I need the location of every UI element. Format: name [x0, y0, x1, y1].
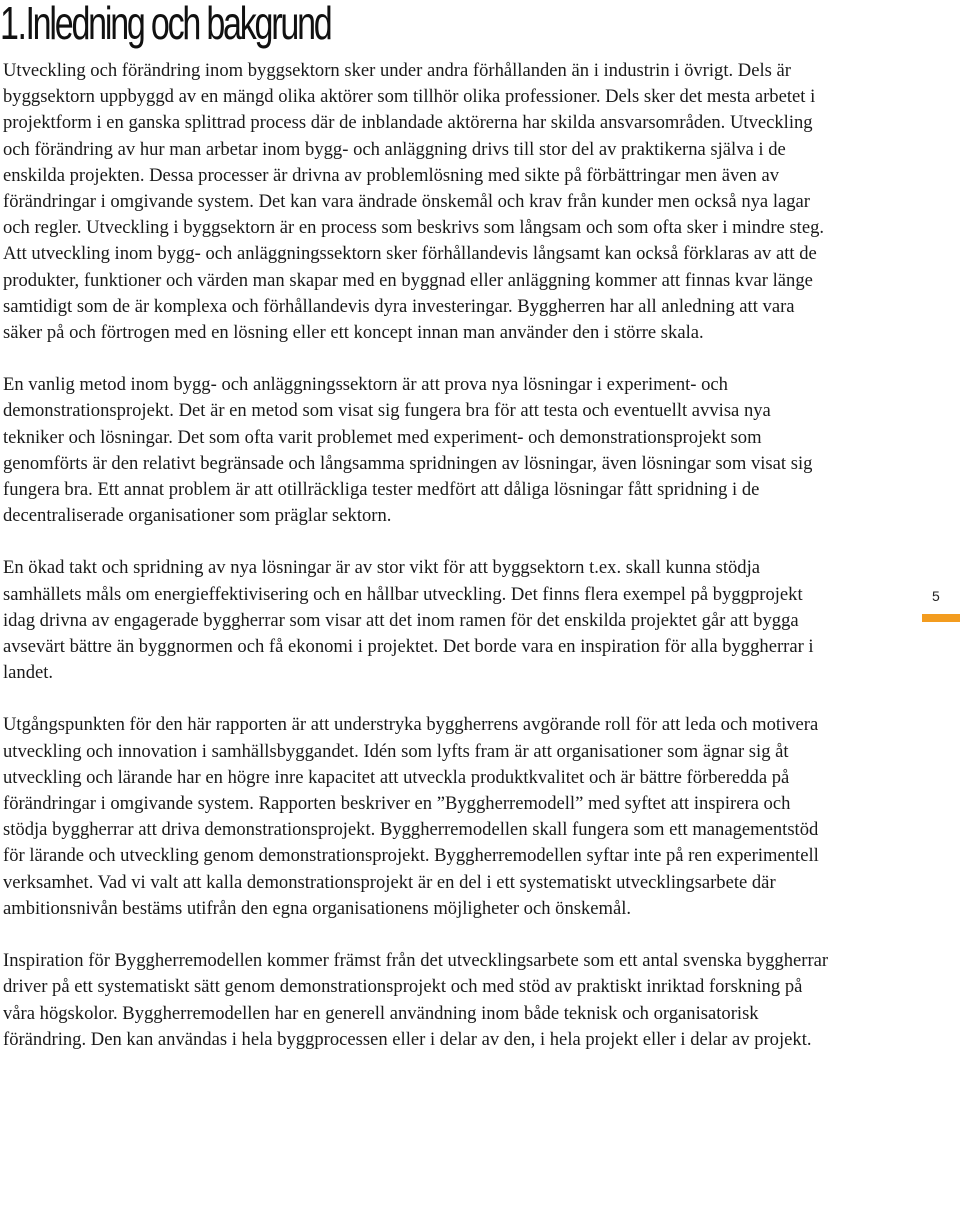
page-marker-bar: [922, 614, 960, 622]
paragraph-4: Utgångspunkten för den här rapporten är att understryka byggherrens avgörande roll för att leda och motivera utveckling och innovation i samhällsbyggandet. Idén som lyfts fram är att organisationer som ägnar sig åt utveckling och lärande har en högre inre kapacitet att utveckla produktkvalitet och är bättre förberedda på förändringar i omgivande system. Rapporten beskriver en ”Byggherremodell” med syftet att inspirera och stödja byggherrar att driva demonstrationsprojekt. Byggherremodellen skall fungera som ett managementstöd för lärande och utveckling genom demonstrationsprojekt. Byggherremodellen syftar inte på ren experimentell verksamhet. Vad vi valt att kalla demonstrationsprojekt är en del i ett systematiskt utvecklingsarbete där ambitionsnivån bestäms utifrån den egna organisationens möjligheter och önskemål.: [3, 714, 819, 919]
paragraph-3: En ökad takt och spridning av nya lösningar är av stor vikt för att byggsektorn t.ex. skall kunna stödja samhällets måls om energieffektivisering och en hållbar utveckling. Det finns flera exempel på byggprojekt idag drivna av engagerade byggherrar som visar att det inom ramen för det enskilda projektet går att bygga avsevärt bättre än byggnormen och få ekonomi i projektet. Det borde vara en inspiration för alla byggherrar i landet.: [3, 557, 814, 684]
paragraph-2: En vanlig metod inom bygg- och anläggningssektorn är att prova nya lösningar i experiment- och demonstrationsprojekt. Det är en metod som visat sig fungera bra för att testa och eventuellt avvisa nya tekniker och lösningar. Det som ofta varit problemet med experiment- och demonstrationsprojekt som genomförts är den relativt begränsade och långsamma spridningen av lösningar, även lösningar som visat sig fungera bra. Ett annat problem är att otillräckliga tester medfört att dåliga lösningar fått spridning i de decentraliserade organisationer som präglar sektorn.: [3, 374, 813, 527]
chapter-number: 1.: [0, 0, 26, 49]
page-number: 5: [932, 588, 940, 604]
paragraph-1: Utveckling och förändring inom byggsektorn sker under andra förhållanden än i industrin i övrigt. Dels är byggsektorn uppbyggd av en mängd olika aktörer som tillhör olika professioner. Dels sker det mesta arbetet i projektform i en ganska splittrad process där de inblandade aktörerna har skilda ansvarsområden. Utveckling och förändring av hur man arbetar inom bygg- och anläggning drivs till stor del av praktikerna själva i de enskilda projekten. Dessa processer är drivna av problemlösning med sikte på förbättringar men även av förändringar i omgivande system. Det kan vara ändrade önskemål och krav från kunder men också nya lagar och regler. Utveckling i byggsektorn är en process som beskrivs som långsam och som ofta sker i mindre steg. Att utveckling inom bygg- och anläggningssektorn sker förhållandevis långsamt kan också förklaras av att de produkter, funktioner och värden man skapar med en byggnad eller anläggning kommer att finnas kvar länge samtidigt som de är komplexa och förhållandevis dyra investeringar. Byggherren har all anledning att vara säker på och förtrogen med en lösning eller ett koncept innan man använder den i större skala.: [3, 60, 825, 344]
chapter-title: Inledning och bakgrund: [25, 0, 331, 49]
body-text: [3, 58, 831, 1053]
chapter-heading: [0, 0, 331, 49]
paragraph-5: Inspiration för Byggherremodellen kommer främst från det utvecklingsarbete som ett antal svenska byggherrar driver på ett systematiskt sätt genom demonstrationsprojekt och med stöd av praktiskt inriktad forskning på våra högskolor. Byggherremodellen har en generell användning inom både teknisk och organisatorisk förändring. Den kan användas i hela byggprocessen eller i delar av den, i hela projekt eller i delar av projekt.: [3, 950, 829, 1050]
